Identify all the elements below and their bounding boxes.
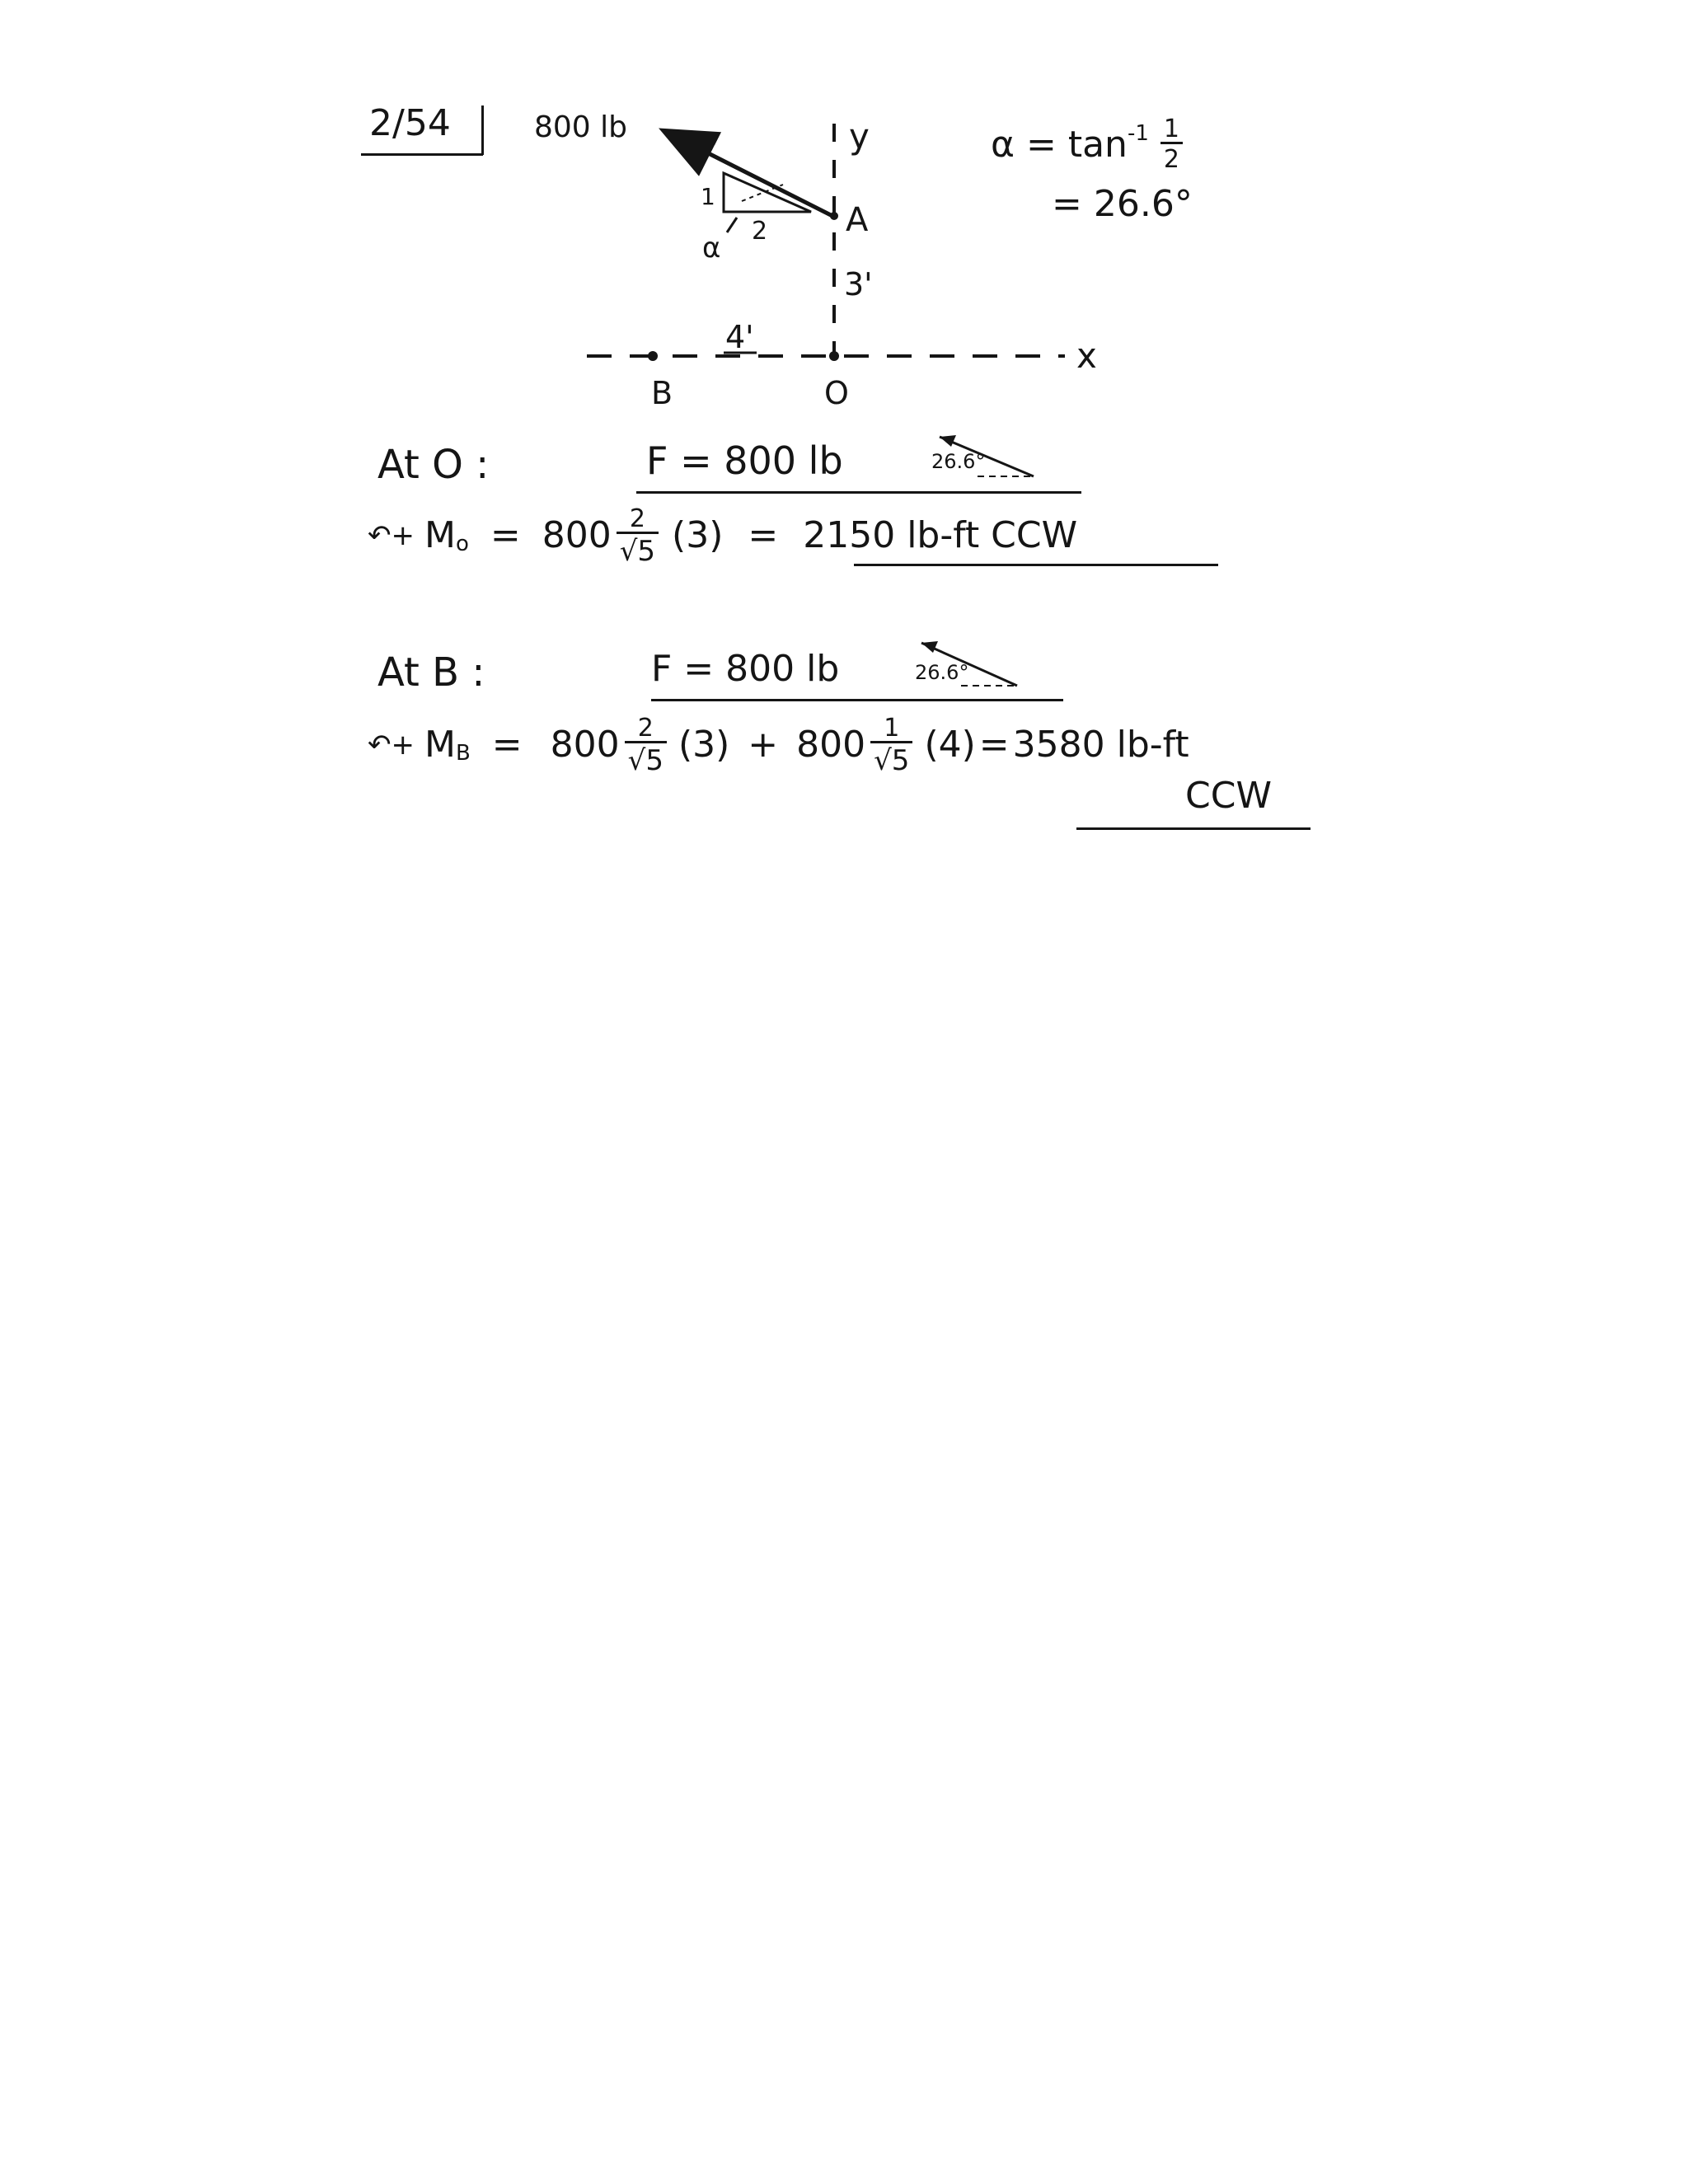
part-b-plus: + [748,724,779,766]
angle-tick [727,218,737,232]
part-b-term1-arm: (3) [678,724,730,766]
dim-vertical: 3' [844,266,873,302]
part-b-force-eq: F = 800 lb [651,648,840,690]
part-o-term1-num: 2 [629,504,645,533]
part-b-term2-den: √5 [870,741,912,775]
force-vector [666,132,832,216]
y-axis-label: y [849,116,870,157]
part-b-moment-eq [368,710,1189,780]
part-o-result: 2150 lb-ft CCW [803,514,1078,556]
point-a-dot [830,212,838,220]
part-o-force-underline [636,491,1081,494]
ccw-sign-icon: ↶+ [368,519,415,552]
angle-equation-line1 [991,117,1188,172]
part-b-angle-sketch [910,636,1025,694]
point-b-dot [648,351,658,361]
angle-equation-line2: = 26.6° [1052,183,1193,225]
part-b-eq2: = [978,724,1010,766]
angle-eq-num: 1 [1163,115,1179,143]
part-o-result-underline [854,564,1218,566]
point-o-dot [829,351,839,361]
part-b-term2-num: 1 [884,713,900,743]
part-b-result-underline [1076,827,1311,830]
part-b-force-underline [651,699,1063,701]
angle-symbol: α [702,232,721,265]
part-o-angle-sketch [928,429,1043,486]
part-o-heading: At O : [377,442,490,488]
part-o-moment-sub: o [455,532,469,556]
part-o-angle-label: 26.6° [931,450,986,473]
part-o-term1-coef: 800 [542,514,612,556]
part-b-term2-fraction [870,713,912,777]
angle-eq-den: 2 [1160,142,1183,172]
angle-eq-lhs: α = tan [991,123,1128,166]
part-b-term1-coef: 800 [550,724,620,766]
part-o-force-eq: F = 800 lb [646,438,843,483]
slope-rise: 1 [701,183,715,210]
part-b-heading: At B : [377,649,485,696]
part-b-moment-lhs: M [424,724,456,766]
point-b-label: B [651,375,673,411]
part-b-result-value: 3580 lb-ft [1012,724,1189,766]
problem-number: 2/54 [369,102,451,144]
point-o-label: O [824,375,849,411]
ccw-sign-icon: ↶+ [368,729,415,762]
force-label: 800 lb [534,110,628,144]
part-b-term1-fraction [625,713,667,777]
part-o-term1-fraction [617,504,659,568]
part-b-term1-den: √5 [625,741,667,775]
slope-run: 2 [752,217,768,246]
part-o-eq: = [490,514,521,556]
part-b-term2-coef: 800 [796,724,866,766]
part-o-eq2: = [748,514,779,556]
part-o-moment-lhs: M [424,514,456,556]
part-b-term1-num: 2 [637,713,654,743]
part-b-result-dir: CCW [1185,775,1272,817]
angle-eq-exp: -1 [1127,120,1149,146]
x-axis-label: x [1076,335,1097,376]
part-b-term2-arm: (4) [924,724,976,766]
force-diagram [0,0,1688,462]
part-o-term1-den: √5 [617,532,659,565]
slope-triangle [724,173,811,212]
part-b-eq: = [491,724,523,766]
part-o-moment-eq [368,503,1077,569]
point-a-label: A [846,201,869,239]
part-o-term1-arm: (3) [672,514,724,556]
dim-horizontal: 4' [725,319,754,355]
angle-eq-fraction [1160,117,1183,172]
part-b-moment-sub: B [455,741,471,766]
part-b-angle-label: 26.6° [915,661,969,684]
